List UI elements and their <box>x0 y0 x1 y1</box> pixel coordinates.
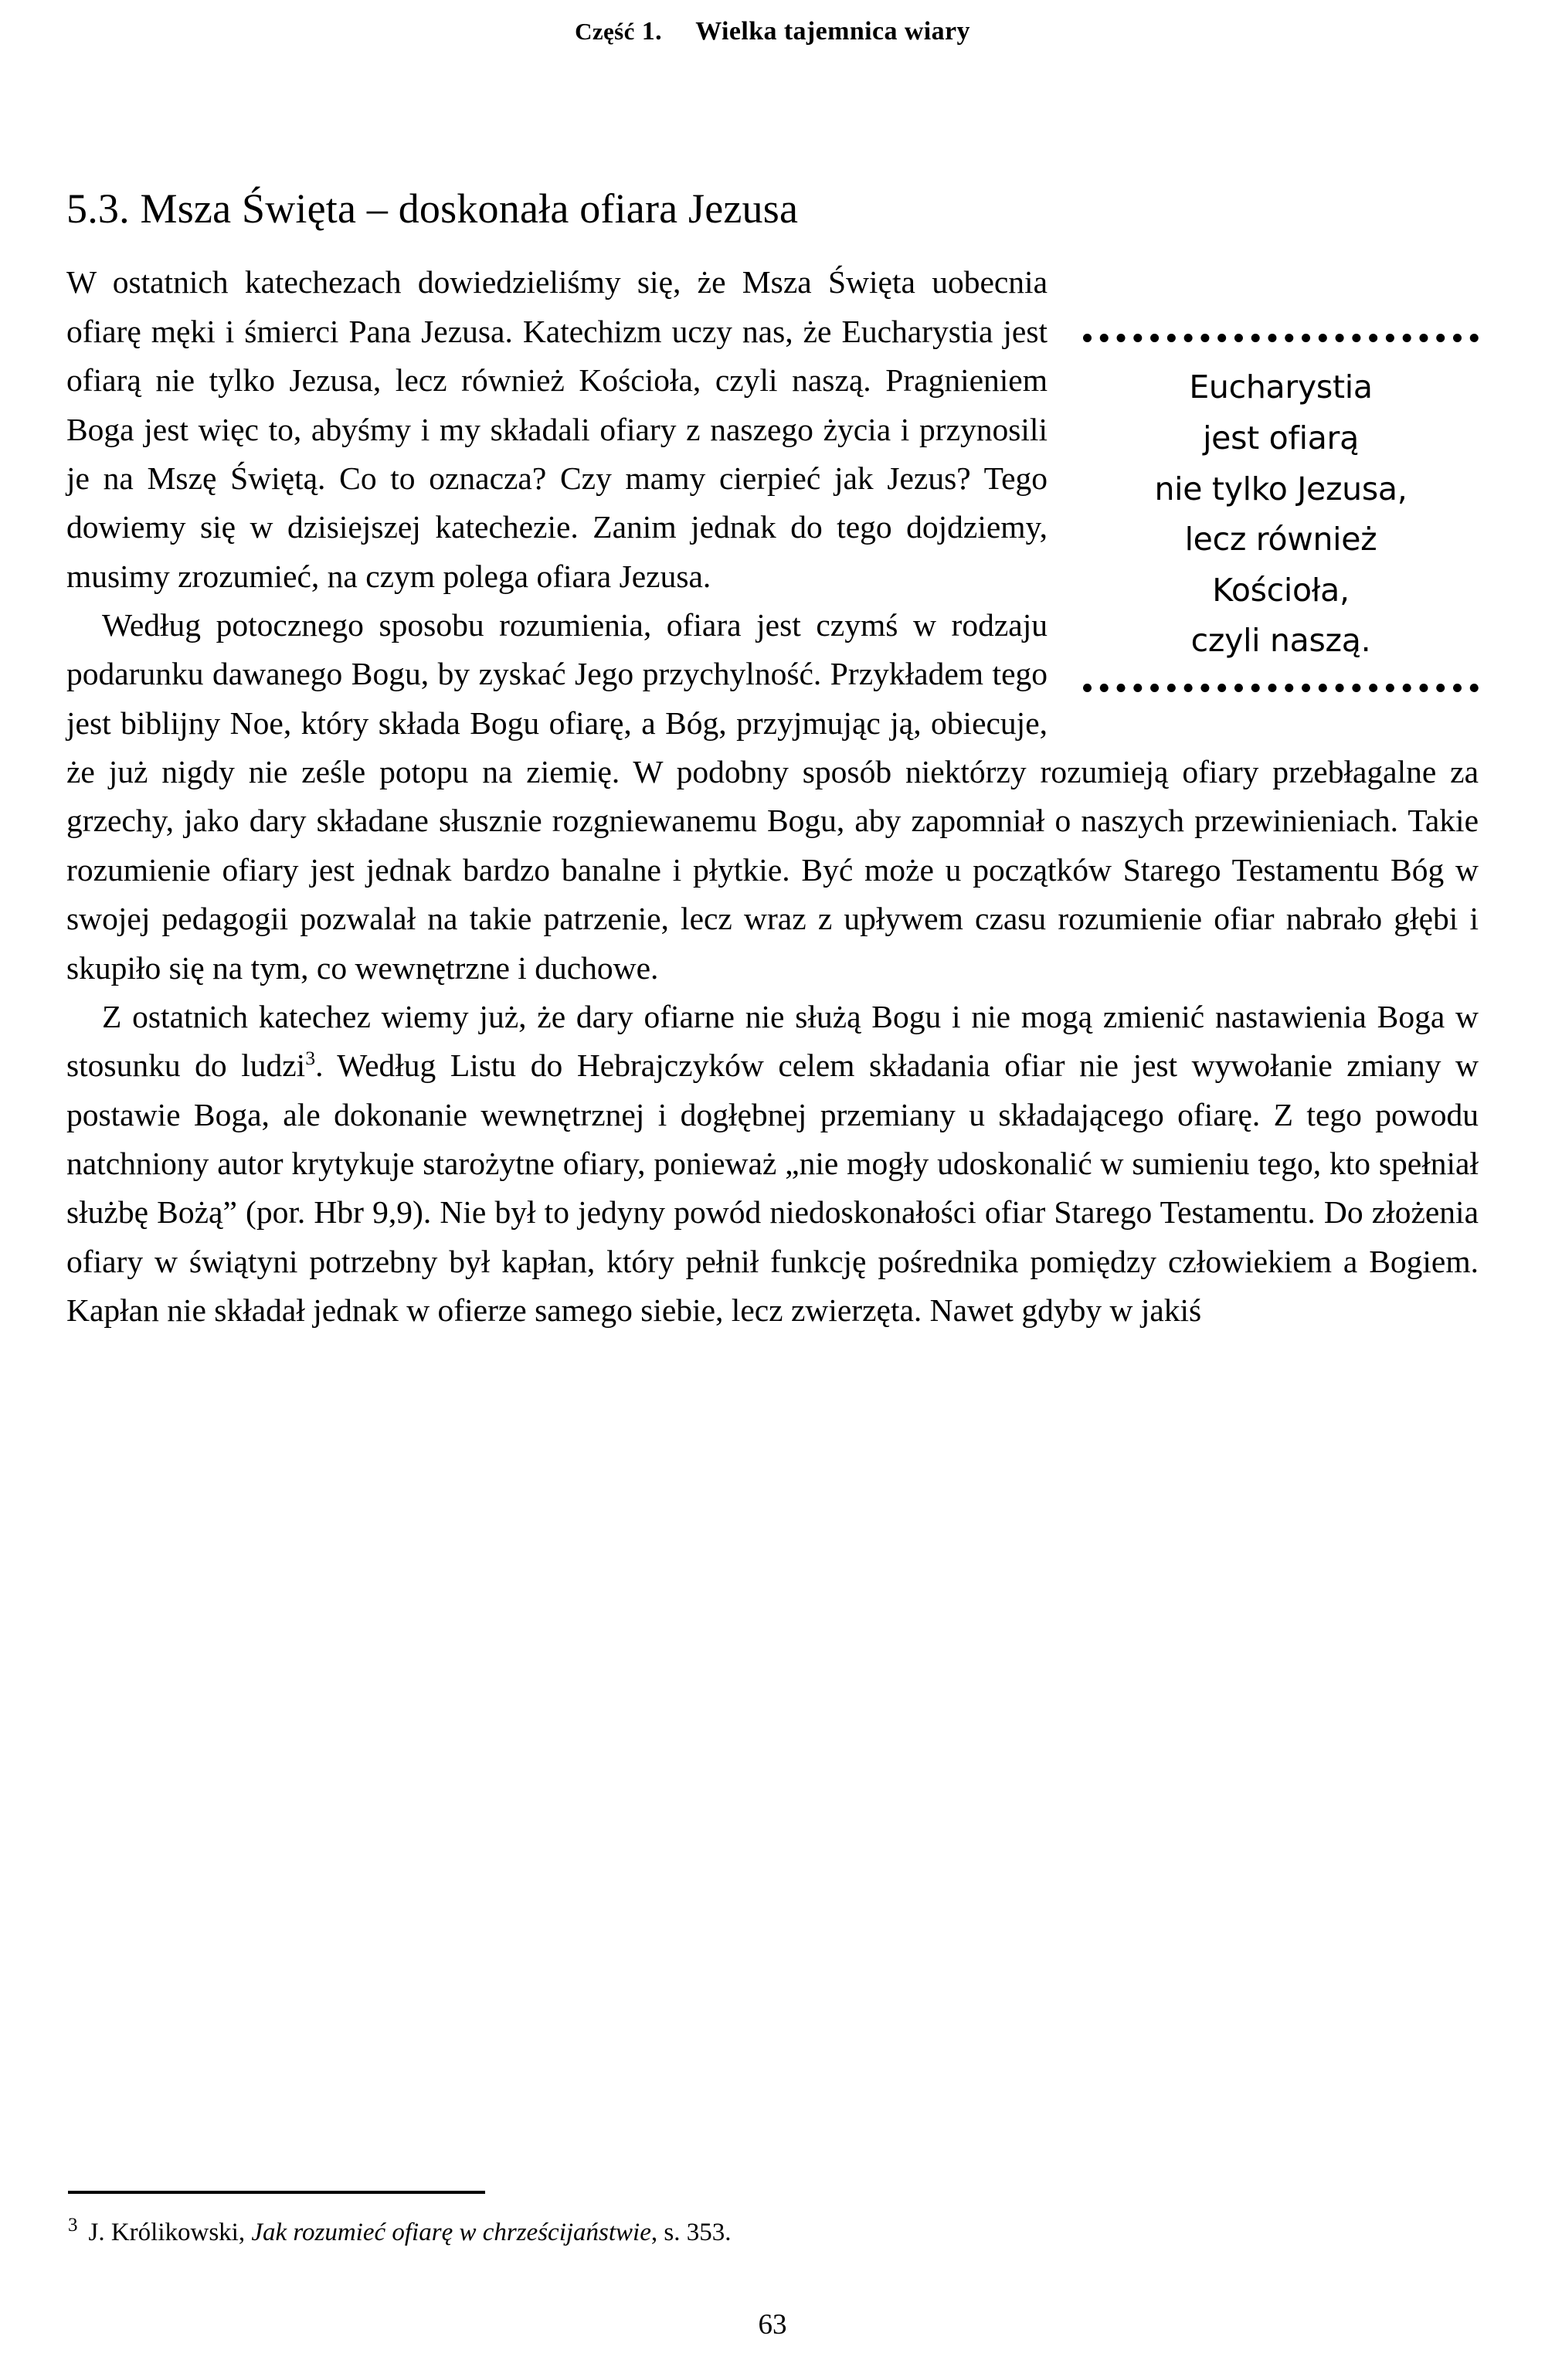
running-head-part-label: Część <box>575 18 635 45</box>
pull-quote-line-4: lecz również <box>1184 521 1377 559</box>
pull-quote-line-1: Eucharystia <box>1189 368 1373 406</box>
body-paragraph-2: Według potocznego sposobu rozumienia, ofiara jest czymś w rodzaju podarunku dawanego Bogu, by zyskać Jego przychylność. Przykładem tego jest biblijny Noe, który składa Bogu ofiarę, a Bóg, przyjmując ją, obiecuje, że już nigdy nie ześle potopu na ziemię. W podobny sposób niektórzy rozumieją ofiary przebłagalne za grzechy, jako dary składane słusznie rozgniewanemu Bogu, aby zapomniał o naszych przewinieniach. Takie rozumienie ofiary jest jednak bardzo banalne i płytkie. Być może u początków Starego Testamentu Bóg w swojej pedagogii pozwalał na takie patrzenie, lecz wraz z upływem czasu rozumienie ofiar nabrało głębi i skupiło się na tym, co wewnętrzne i duchowe. <box>66 606 1479 986</box>
pull-quote-line-3: nie tylko Jezusa, <box>1154 470 1407 508</box>
footnote-reference-3[interactable]: 3 <box>305 1047 316 1070</box>
paragraph-3-text-before-footnote: Z ostatnich katechez wiemy już, że dary ofiarne nie służą Bogu i nie mogą zmienić nastawienia Boga w stosunku do ludzi <box>66 998 1479 1084</box>
footnote-pages: , s. 353. <box>650 2219 732 2246</box>
footnote-title: Jak rozumieć ofiarę w chrześcijaństwie <box>251 2219 651 2246</box>
footnote-author: J. Królikowski, <box>88 2219 246 2246</box>
body-paragraph-3 <box>66 993 1479 1336</box>
paragraph-3-text-after-footnote: . Według Listu do Hebrajczyków celem składania ofiar nie jest wywołanie zmiany w postawie Boga, ale dokonanie wewnętrznej i dogłębnej przemiany u składającego ofiarę. Z tego powodu natchniony autor krytykuje starożytne ofiary, ponieważ „nie mogły udoskonalić w sumieniu tego, kto spełniał służbę Bożą” (por. Hbr 9,9). Nie był to jedyny powód niedoskonałości ofiar Starego Testamentu. Do złożenia ofiary w świątyni potrzebny był kapłan, który pełnił funkcję pośrednika pomiędzy człowiekiem a Bogiem. Kapłan nie składał jednak w ofierze samego siebie, lecz zwierzęta. Nawet gdyby w jakiś <box>66 1047 1479 1329</box>
footnote-marker: 3 <box>68 2215 78 2236</box>
pull-quote-line-2: jest ofiarą <box>1203 419 1359 457</box>
running-head-title: Wielka tajemnica wiary <box>695 17 970 46</box>
running-head-part-number: 1. <box>641 17 663 46</box>
page-number: 63 <box>758 2309 787 2341</box>
body-paragraph-1: W ostatnich katechezach dowiedzieliśmy się, że Msza Święta uobecnia ofiarę męki i śmierci Pana Jezusa. Katechizm uczy nas, że Eucharystia jest ofiarą nie tylko Jezusa, lecz również Kościoła, czyli naszą. Pragnieniem Boga jest więc to, abyśmy i my składali ofiary z naszego życia i przynosili je na Mszę Świętą. Co to oznacza? Czy mamy cierpieć jak Jezus? Tego dowiemy się w dzisiejszej katechezie. Zanim jednak do tego dojdziemy, musimy zrozumieć, na czym polega ofiara Jezusa. <box>66 264 1048 594</box>
footnote-area <box>68 2191 1482 2250</box>
running-head <box>0 17 1545 46</box>
pull-quote <box>1083 334 1479 692</box>
page-content <box>66 185 1479 1335</box>
pull-quote-line-6: czyli naszą. <box>1190 622 1371 660</box>
pull-quote-line-5: Kościoła, <box>1212 571 1350 609</box>
footnote-separator-rule <box>68 2191 485 2194</box>
footnote-entry <box>68 2215 1482 2250</box>
section-heading: 5.3. Msza Święta – doskonała ofiara Jezusa <box>66 185 799 232</box>
